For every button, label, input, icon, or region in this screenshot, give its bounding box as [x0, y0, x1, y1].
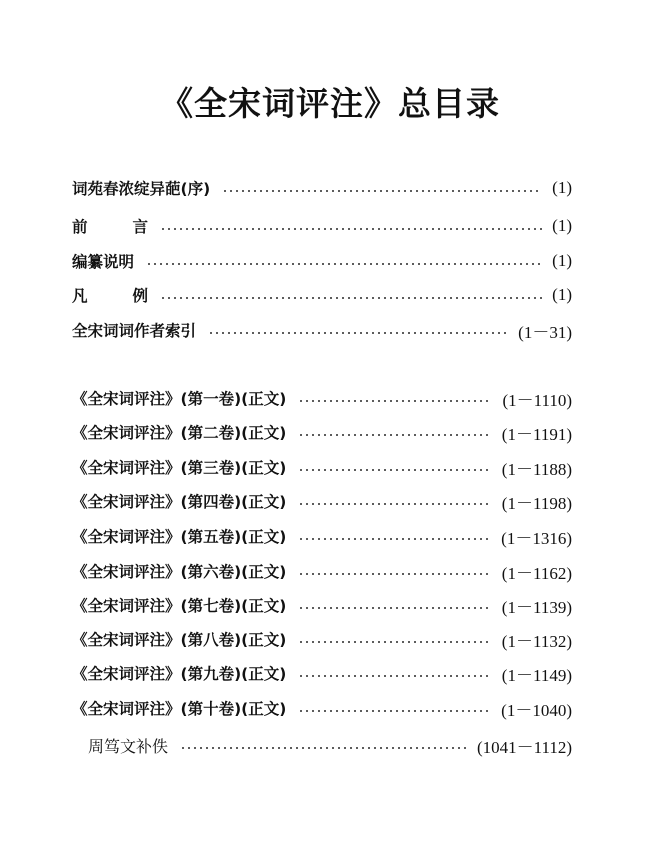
toc-entry-conventions[interactable] [72, 282, 572, 308]
entry-label: 《全宋词评注》(第一卷)(正文) [72, 390, 287, 408]
entry-pages: (1－1040) [501, 700, 572, 720]
entry-label: 《全宋词评注》(第四卷)(正文) [72, 493, 287, 511]
entry-pages: (1) [552, 251, 572, 270]
toc-entry-preface[interactable] [72, 175, 572, 201]
entry-label: 《全宋词评注》(第三卷)(正文) [72, 459, 287, 477]
dot-leader [160, 297, 542, 299]
dot-leader [298, 538, 491, 540]
entry-pages: (1－31) [518, 322, 572, 342]
entry-pages: (1) [552, 178, 572, 197]
entry-pages: (1－1110) [502, 390, 572, 410]
page-title: 《全宋词评注》总目录 [160, 84, 500, 123]
entry-pages: (1－1198) [501, 493, 572, 513]
entry-label: 周笃文补佚 [88, 736, 169, 756]
dot-leader [298, 469, 491, 471]
dot-leader [180, 747, 467, 749]
entry-label-char: 例 [132, 287, 148, 305]
entry-label: 编纂说明 [72, 253, 135, 271]
entry-pages: (1－1191) [501, 424, 572, 444]
entry-pages: (1－1132) [501, 631, 572, 651]
entry-label: 《全宋词评注》(第六卷)(正文) [72, 563, 287, 581]
dot-leader [298, 503, 491, 505]
entry-label: 《全宋词评注》(第十卷)(正文) [72, 700, 287, 718]
toc-entry-volume-4[interactable] [72, 488, 572, 514]
entry-pages: (1－1188) [501, 459, 572, 479]
toc-entry-foreword[interactable] [72, 213, 572, 239]
entry-pages: (1－1149) [501, 665, 572, 685]
dot-leader [298, 675, 491, 677]
toc-entry-volume-9[interactable] [72, 660, 572, 686]
dot-leader [208, 332, 508, 334]
dot-leader [146, 263, 542, 265]
toc-entry-volume-5[interactable] [72, 523, 572, 549]
entry-label-char: 言 [132, 218, 148, 236]
toc-entry-volume-6[interactable] [72, 558, 572, 584]
entry-pages: (1) [552, 285, 572, 304]
entry-label: 全宋词词作者索引 [72, 322, 197, 340]
dot-leader [298, 573, 491, 575]
entry-pages: (1－1316) [501, 528, 572, 548]
dot-leader [298, 607, 491, 609]
entry-pages: (1－1139) [501, 597, 572, 617]
entry-pages: (1) [552, 216, 572, 235]
toc-entry-volume-10[interactable] [72, 695, 572, 721]
entry-label-char: 前 [72, 218, 88, 236]
toc-entry-volume-1[interactable] [72, 385, 572, 411]
dot-leader [298, 641, 491, 643]
entry-label: 《全宋词评注》(第九卷)(正文) [72, 665, 287, 683]
entry-label: 《全宋词评注》(第五卷)(正文) [72, 528, 287, 546]
dot-leader [298, 434, 491, 436]
dot-leader [160, 228, 542, 230]
entry-label: 《全宋词评注》(第八卷)(正文) [72, 631, 287, 649]
entry-label: 词苑春浓绽异葩(序) [72, 180, 211, 198]
entry-label [72, 215, 148, 237]
toc-entry-supplement[interactable] [88, 732, 572, 758]
toc-entry-volume-7[interactable] [72, 592, 572, 618]
toc-entry-volume-3[interactable] [72, 454, 572, 480]
dot-leader [298, 710, 491, 712]
toc-entry-editorial-notes[interactable] [72, 248, 572, 274]
toc-entry-volume-8[interactable] [72, 626, 572, 652]
entry-pages: (1041－1112) [476, 737, 572, 757]
entry-pages: (1－1162) [501, 563, 572, 583]
toc-entry-volume-2[interactable] [72, 419, 572, 445]
entry-label [72, 284, 148, 306]
entry-label: 《全宋词评注》(第七卷)(正文) [72, 597, 287, 615]
dot-leader [298, 400, 492, 402]
entry-label: 《全宋词评注》(第二卷)(正文) [72, 424, 287, 442]
dot-leader [222, 190, 542, 192]
toc-entry-author-index[interactable] [72, 317, 572, 343]
entry-label-char: 凡 [72, 287, 88, 305]
